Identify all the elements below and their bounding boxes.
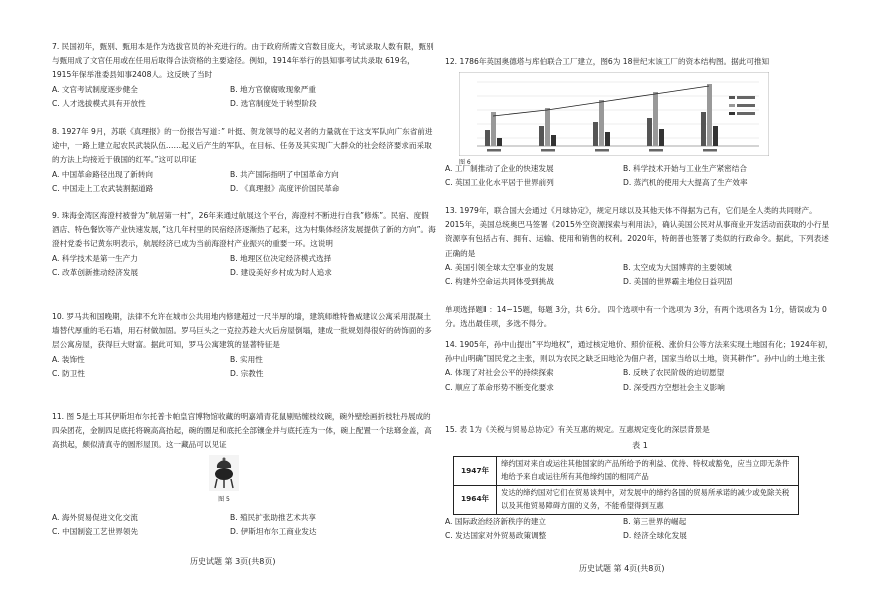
page-footer: 历史试题 第 4页(共8页) xyxy=(579,564,665,573)
option-a: A. 装饰性 xyxy=(52,354,85,364)
figure-5-image xyxy=(209,455,239,491)
section-2-text: 单项选择题Ⅱ ：14~15题，每题 3分，共 6分。 四个选项中有一个选项为 3分，有两个选项各为 1分，错误或为 0分。选出最佳项，多选不得分。 xyxy=(445,305,827,329)
option-a: A. 工厂制推动了企业的快速发展 xyxy=(445,164,554,174)
option-b: B. 反映了农民阶级的迫切愿望 xyxy=(623,368,725,378)
question-stem: 13. 1979年，联合国大会通过《月球协定》，规定月球以及其他天体不得据为己有，它们是全人类的共同财产。2015年，美国总统奥巴马签署《2015外空资源探索与利用法》，确认美国公民对从事商业开发活动而获取的小行星资源享有包括占有、拥有、运输、使用和销售的权利。2020年，特朗普也签署了类似的行政命令。据此，下列表述正确的是 xyxy=(445,206,830,258)
option-b: B. 科学技术开始与工业生产紧密结合 xyxy=(623,164,747,174)
option-c: C. 改革创新推动经济发展 xyxy=(52,267,139,277)
table-cell-year: 1964年 xyxy=(454,486,497,515)
figure-6-chart xyxy=(459,72,769,156)
option-b: B. 地理区位决定经济模式选择 xyxy=(230,253,332,263)
table-cell-year: 1947年 xyxy=(454,457,497,486)
option-d: D. 宗教性 xyxy=(230,368,264,378)
table-cell-text: 缔约国对来自或运往其他国家的产品所给予的利益、优待、特权或豁免，应当立即无条件地给予来自或运往所有其他缔约国的相同产品 xyxy=(497,457,799,486)
option-a: A. 中国革命路径出现了新转向 xyxy=(52,169,154,179)
question-stem: 8. 1927年 9月，苏联《真理报》的一份报告写道：” 叶挺、贺龙领导的起义者的力量就在于这支军队向广东省前进途中，一路上建立起农民武装队伍……起义后产生的军队，在目标、任务及其实现广大群众的社会经济要求而采取的方法上均接近于俄国的红军。”这可以印证 xyxy=(52,127,433,165)
option-c: C. 发达国家对外贸易政策调整 xyxy=(445,530,547,540)
option-b: B. 第三世界的崛起 xyxy=(623,516,687,526)
option-b: B. 共产国际指明了中国革命方向 xyxy=(230,169,339,179)
left-page xyxy=(52,0,436,615)
option-d: D. 深受西方空想社会主义影响 xyxy=(623,382,725,392)
question-10 xyxy=(52,310,436,381)
question-7 xyxy=(52,40,436,111)
question-stem: 9. 珠海金湾区海澄村被誉为”航居第一村”，26年来通过航展这个平台，海澄村不断进行自我”修炼”。民宿、度假酒店、特色餐饮等产业快速发展，”这几年村里的民宿经济逐渐热了起来，这为村集体经济发展提供了新的方向”。海澄村党委书记黄东明表示，航展经济已成为当前海澄村产业振兴的重要一环。这说明 xyxy=(52,211,436,249)
question-stem: 12. 1786年英国奥德塔与库伯联合工厂建立，图6为 18世纪末该工厂的资本结构图。据此可推知 xyxy=(445,57,770,66)
figure-5-caption: 图 5 xyxy=(218,495,230,503)
table-cell-text: 发达的缔约国对它们在贸易谈判中，对发展中的缔约各国的贸易所承诺的减少或免除关税以及其他贸易障碍方面的义务，不能希望得到互惠 xyxy=(497,486,799,515)
table-row xyxy=(454,486,799,515)
option-a: A. 体现了对社会公平的持续探索 xyxy=(445,368,554,378)
option-b: B. 太空成为大国博弈的主要领域 xyxy=(623,262,732,272)
option-a: A. 科学技术是第一生产力 xyxy=(52,253,138,263)
option-c: C. 人才选拔模式具有开放性 xyxy=(52,98,146,108)
option-c: C. 顺应了革命形势不断变化要求 xyxy=(445,382,554,392)
option-c: C. 中国走上工农武装割据道路 xyxy=(52,183,154,193)
question-14 xyxy=(445,338,835,395)
option-a: A. 国际政治经济新秩序的建立 xyxy=(445,516,547,526)
question-stem: 10. 罗马共和国晚期，法律不允许在城市公共用地内修建超过一尺半厚的墙，建筑师维特鲁威建议公寓采用混凝土墙替代厚重的毛石墙，用石材做加固。罗马巨头之一克拉苏趁大火后房屋倒塌，建成一批规划得很好的砖饰面的多层公寓房屋，获得巨大财富。据此可知，罗马公寓建筑的显著特征是 xyxy=(52,312,432,350)
question-9 xyxy=(52,209,436,280)
option-c: C. 防卫性 xyxy=(52,368,85,378)
question-12 xyxy=(445,55,835,191)
option-d: D. 经济全球化发展 xyxy=(623,530,687,540)
option-a: A. 海外贸易促进文化交流 xyxy=(52,512,138,522)
table-row xyxy=(454,457,799,486)
option-c: C. 英国工业化水平居于世界前列 xyxy=(445,178,554,188)
option-d: D. 选官制度处于转型阶段 xyxy=(230,98,317,108)
question-13 xyxy=(445,204,835,289)
right-page xyxy=(445,0,835,615)
option-b: B. 殖民扩张助推艺术共享 xyxy=(230,512,316,522)
question-11 xyxy=(52,410,436,539)
figure-6 xyxy=(445,69,835,167)
question-8 xyxy=(52,125,436,196)
section-2-instructions xyxy=(445,303,835,331)
option-c: C. 构建外空命运共同体受到挑战 xyxy=(445,277,554,287)
figure-5 xyxy=(52,453,436,511)
page-footer: 历史试题 第 3页(共8页) xyxy=(190,557,276,566)
option-d: D. 美国的世界霸主地位日益巩固 xyxy=(623,277,733,287)
option-d: D. 伊斯坦布尔工商业发达 xyxy=(230,526,317,536)
option-d: D. 蒸汽机的使用大大提高了生产效率 xyxy=(623,178,748,188)
option-a: A. 美国引领全球太空事业的发展 xyxy=(445,262,554,272)
question-stem: 15. 表 1为《关税与贸易总协定》有关互惠的规定。互惠规定变化的深层背景是 xyxy=(445,425,710,434)
question-15 xyxy=(445,423,835,543)
figure-6-caption: 图 6 xyxy=(459,159,471,167)
table-1 xyxy=(453,456,799,514)
option-a: A. 文官考试制度逐步健全 xyxy=(52,84,138,94)
option-d: D. 建设美好乡村成为时人追求 xyxy=(230,267,332,277)
option-d: D. 《真理报》高度评价国民革命 xyxy=(230,183,340,193)
question-stem: 11. 图 5是土耳其伊斯坦布尔托普卡帕皇宫博物馆收藏的明嘉靖青花鼠剔贴缠枝纹碗，碗外壁绘画折枝牡丹展成的四朵团花，金制四足底托将碗高高抬起，碗的圈足和底托全部镶金并与底托连为一体，碗上配置一个珐瑯金盖，高高拱起，颇似清真寺的圆形屋顶。这一藏品可以见证 xyxy=(52,412,432,450)
question-stem: 14. 1905年，孙中山提出”平均地权”，通过核定地价、照价征税、涨价归公等方法来实现土地国有化；1924年初，孙中山明确”国民党之主张，则以为农民之缺乏田地沦为佃户者，国家当给以土地，资其耕作”。孙中山的土地主张 xyxy=(445,340,833,364)
option-b: B. 地方官僚腐败现象严重 xyxy=(230,84,316,94)
option-c: C. 中国制瓷工艺世界领先 xyxy=(52,526,139,536)
option-b: B. 实用性 xyxy=(230,354,263,364)
question-stem: 7. 民国初年，甄别、甄用本是作为选拔官员的补充进行的。由于政府所需文官数目庞大，考试录取人数有限，甄别与甄用成了文官任用或在任用后取得合法资格的主要途径。例如，1914年举行的县知事考试共录取 619名， 1915年保举准委县知事2408人。这反映了当时 xyxy=(52,42,434,80)
table-1-caption: 表 1 xyxy=(632,441,648,451)
